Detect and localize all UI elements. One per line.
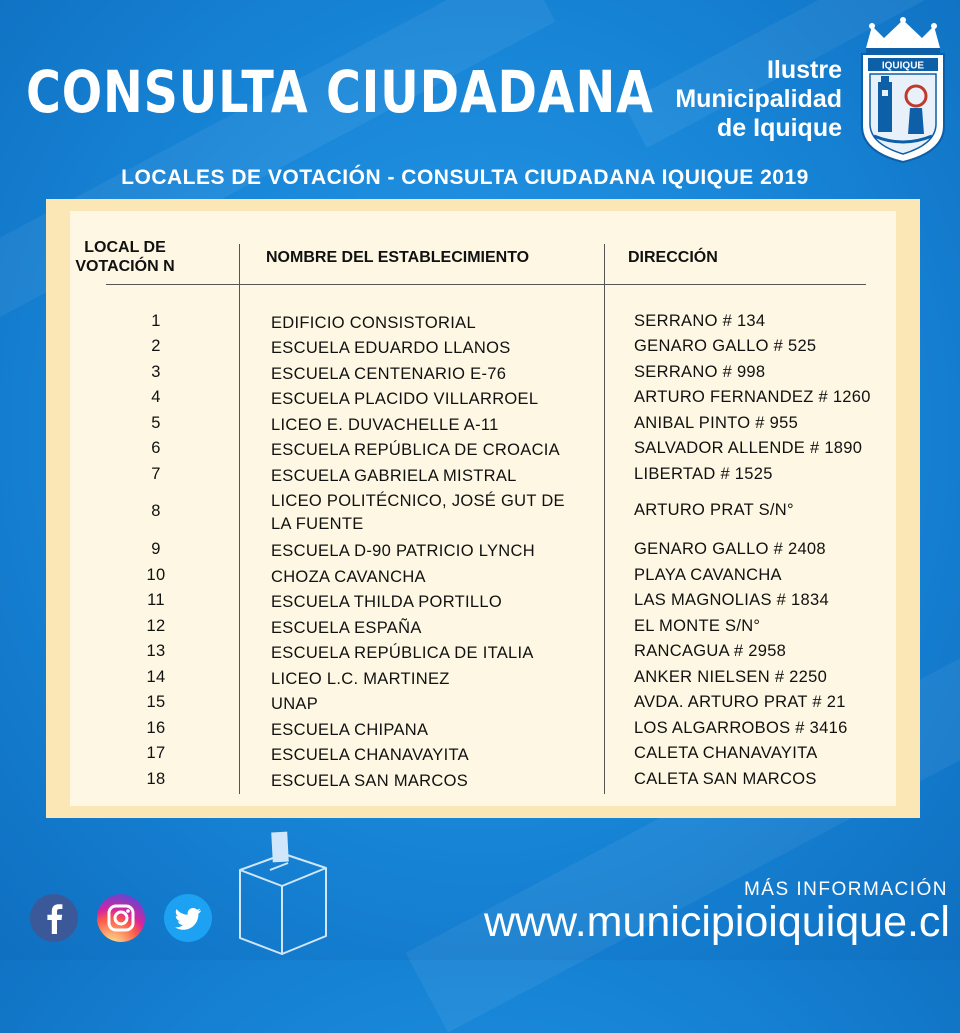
- facebook-icon: [30, 894, 78, 942]
- address: LIBERTAD # 1525: [634, 465, 773, 483]
- more-info-label: MÁS INFORMACIÓN: [743, 879, 948, 900]
- instagram-icon: [97, 894, 145, 942]
- local-number: 6: [151, 439, 161, 457]
- local-number: 2: [151, 337, 161, 355]
- local-number: 18: [146, 770, 166, 788]
- local-number: 16: [146, 719, 166, 737]
- local-number: 11: [147, 591, 165, 609]
- establishment-name: ESCUELA EDUARDO LLANOS: [271, 339, 511, 357]
- website-link[interactable]: www.municipioiquique.cl: [483, 898, 950, 946]
- address: LOS ALGARROBOS # 3416: [634, 719, 848, 737]
- address: RANCAGUA # 2958: [634, 642, 787, 660]
- establishment-name: ESCUELA CHANAVAYITA: [271, 746, 469, 764]
- local-number: 1: [151, 312, 161, 330]
- establishment-name: LICEO POLITÉCNICO, JOSÉ GUT DE LA FUENTE: [271, 492, 565, 533]
- address: ARTURO PRAT S/N°: [634, 501, 794, 519]
- establishment-name: ESCUELA SAN MARCOS: [271, 772, 469, 790]
- address: ANKER NIELSEN # 2250: [634, 668, 828, 686]
- address: CALETA CHANAVAYITA: [634, 744, 818, 762]
- local-number: 5: [151, 414, 161, 432]
- establishment-name: ESCUELA REPÚBLICA DE CROACIA: [271, 441, 560, 459]
- establishment-name: ESCUELA ESPAÑA: [271, 619, 422, 637]
- twitter-button[interactable]: [164, 894, 212, 942]
- local-number: 3: [151, 363, 161, 381]
- municipality-line: Municipalidad: [675, 85, 842, 113]
- establishment-name: CHOZA CAVANCHA: [271, 568, 426, 586]
- column-divider: [239, 244, 240, 794]
- header-local-number-line2: VOTACIÓN N: [75, 258, 175, 275]
- iquique-crest-logo: [858, 16, 948, 164]
- local-number: 4: [151, 388, 161, 406]
- header-local-number-line1: LOCAL DE: [84, 239, 166, 256]
- local-number: 13: [146, 642, 166, 660]
- municipality-line: Ilustre: [766, 56, 842, 84]
- crest-label: IQUIQUE: [881, 60, 925, 72]
- page-title: CONSULTA CIUDADANA: [26, 58, 654, 126]
- municipality-line: de Iquique: [717, 114, 842, 142]
- header-local-number: [66, 238, 184, 276]
- address: SERRANO # 998: [634, 363, 766, 381]
- local-number: 7: [151, 465, 161, 483]
- address: EL MONTE S/N°: [634, 617, 761, 635]
- twitter-icon: [164, 894, 212, 942]
- address: CALETA SAN MARCOS: [634, 770, 817, 788]
- establishment-name: LICEO L.C. MARTINEZ: [271, 670, 450, 688]
- establishment-name: ESCUELA PLACIDO VILLARROEL: [271, 390, 539, 408]
- address: AVDA. ARTURO PRAT # 21: [634, 693, 846, 711]
- municipality-name: [640, 56, 842, 143]
- address: PLAYA CAVANCHA: [634, 566, 782, 584]
- header-establishment-name: NOMBRE DEL ESTABLECIMIENTO: [266, 249, 530, 266]
- address: GENARO GALLO # 525: [634, 337, 817, 355]
- address: ANIBAL PINTO # 955: [634, 414, 799, 432]
- address: ARTURO FERNANDEZ # 1260: [634, 388, 871, 406]
- local-number: 12: [146, 617, 166, 635]
- establishment-name: ESCUELA REPÚBLICA DE ITALIA: [271, 644, 534, 662]
- facebook-button[interactable]: [30, 894, 78, 942]
- establishment-name: ESCUELA CHIPANA: [271, 721, 429, 739]
- establishment-name: UNAP: [271, 695, 319, 713]
- local-number: 10: [146, 566, 166, 584]
- local-number: 8: [151, 502, 161, 520]
- header-divider: [106, 284, 866, 285]
- address: LAS MAGNOLIAS # 1834: [634, 591, 829, 609]
- establishment-name: ESCUELA THILDA PORTILLO: [271, 593, 502, 611]
- establishment-name: ESCUELA CENTENARIO E-76: [271, 365, 507, 383]
- subtitle: LOCALES DE VOTACIÓN - CONSULTA CIUDADANA IQUIQUE 2019: [121, 166, 809, 189]
- establishment-name: LICEO E. DUVACHELLE A-11: [271, 416, 499, 434]
- address: SALVADOR ALLENDE # 1890: [634, 439, 863, 457]
- local-number: 9: [151, 540, 161, 558]
- instagram-button[interactable]: [97, 894, 145, 942]
- establishment-name: ESCUELA GABRIELA MISTRAL: [271, 467, 517, 485]
- address: GENARO GALLO # 2408: [634, 540, 826, 558]
- header-address: DIRECCIÓN: [628, 249, 718, 266]
- address: SERRANO # 134: [634, 312, 766, 330]
- local-number: 15: [146, 693, 166, 711]
- ballot-box-icon: [232, 830, 332, 955]
- local-number: 17: [146, 744, 166, 762]
- local-number: 14: [146, 668, 166, 686]
- establishment-name: ESCUELA D-90 PATRICIO LYNCH: [271, 542, 535, 560]
- establishment-name: EDIFICIO CONSISTORIAL: [271, 314, 476, 332]
